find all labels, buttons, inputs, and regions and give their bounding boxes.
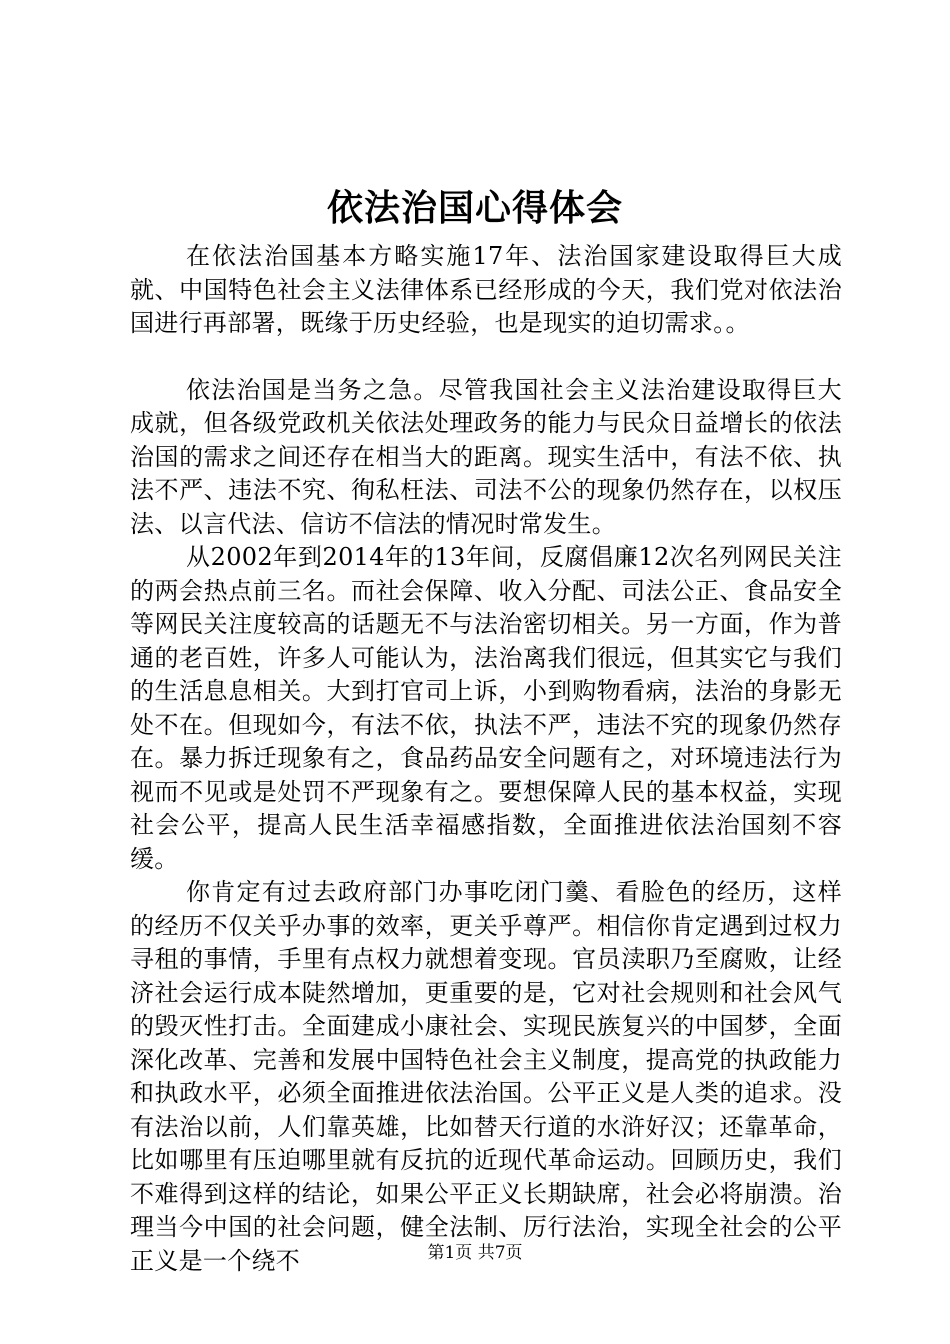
paragraph: 在依法治国基本方略实施17年、法治国家建设取得巨大成就、中国特色社会主义法律体系已经形成的今天，我们党对依法治国进行再部署，既缘于历史经验，也是现实的迫切需求。。 — [130, 242, 842, 337]
paragraph: 你肯定有过去政府部门办事吃闭门羹、看脸色的经历，这样的经历不仅关乎办事的效率，更关乎尊严。相信你肯定遇到过权力寻租的事情，手里有点权力就想着变现。官员渎职乃至腐败，让经济社会运行成本陡然增加，更重要的是，它对社会规则和社会风气的毁灭性打击。全面建成小康社会、实现民族复兴的中国梦，全面深化改革、完善和发展中国特色社会主义制度，提高党的执政能力和执政水平，必须全面推进依法治国。公平正义是人类的追求。没有法治以前，人们靠英雄，比如替天行道的水浒好汉；还靠革命，比如哪里有压迫哪里就有反抗的近现代革命运动。回顾历史，我们不难得到这样的结论，如果公平正义长期缺席，社会必将崩溃。治理当今中国的社会问题，健全法制、厉行法治，实现全社会的公平正义是一个绕不 — [130, 878, 842, 1275]
paragraph: 从2002年到2014年的13年间，反腐倡廉12次名列网民关注的两会热点前三名。而社会保障、收入分配、司法公正、食品安全等网民关注度较高的话题无不与法治密切相关。另一方面，作为普通的老百姓，许多人可能认为，法治离我们很远，但其实它与我们的生活息息相关。大到打官司上诉，小到购物看病，法治的身影无处不在。但现如今，有法不依，执法不严，违法不究的现象仍然存在。暴力拆迁现象有之，食品药品安全问题有之，对环境违法行为视而不见或是处罚不严现象有之。要想保障人民的基本权益，实现社会公平，提高人民生活幸福感指数，全面推进依法治国刻不容缓。 — [130, 543, 842, 873]
paragraph: 依法治国是当务之急。尽管我国社会主义法治建设取得巨大成就，但各级党政机关依法处理政务的能力与民众日益增长的依法治国的需求之间还存在相当大的距离。现实生活中，有法不依、执法不严、违法不究、徇私枉法、司法不公的现象仍然存在，以权压法、以言代法、信访不信法的情况时常发生。 — [130, 375, 842, 538]
document-title: 依法治国心得体会 — [326, 187, 623, 229]
document-body — [130, 240, 842, 1278]
page-footer: 第1页 共7页 — [427, 1243, 523, 1263]
